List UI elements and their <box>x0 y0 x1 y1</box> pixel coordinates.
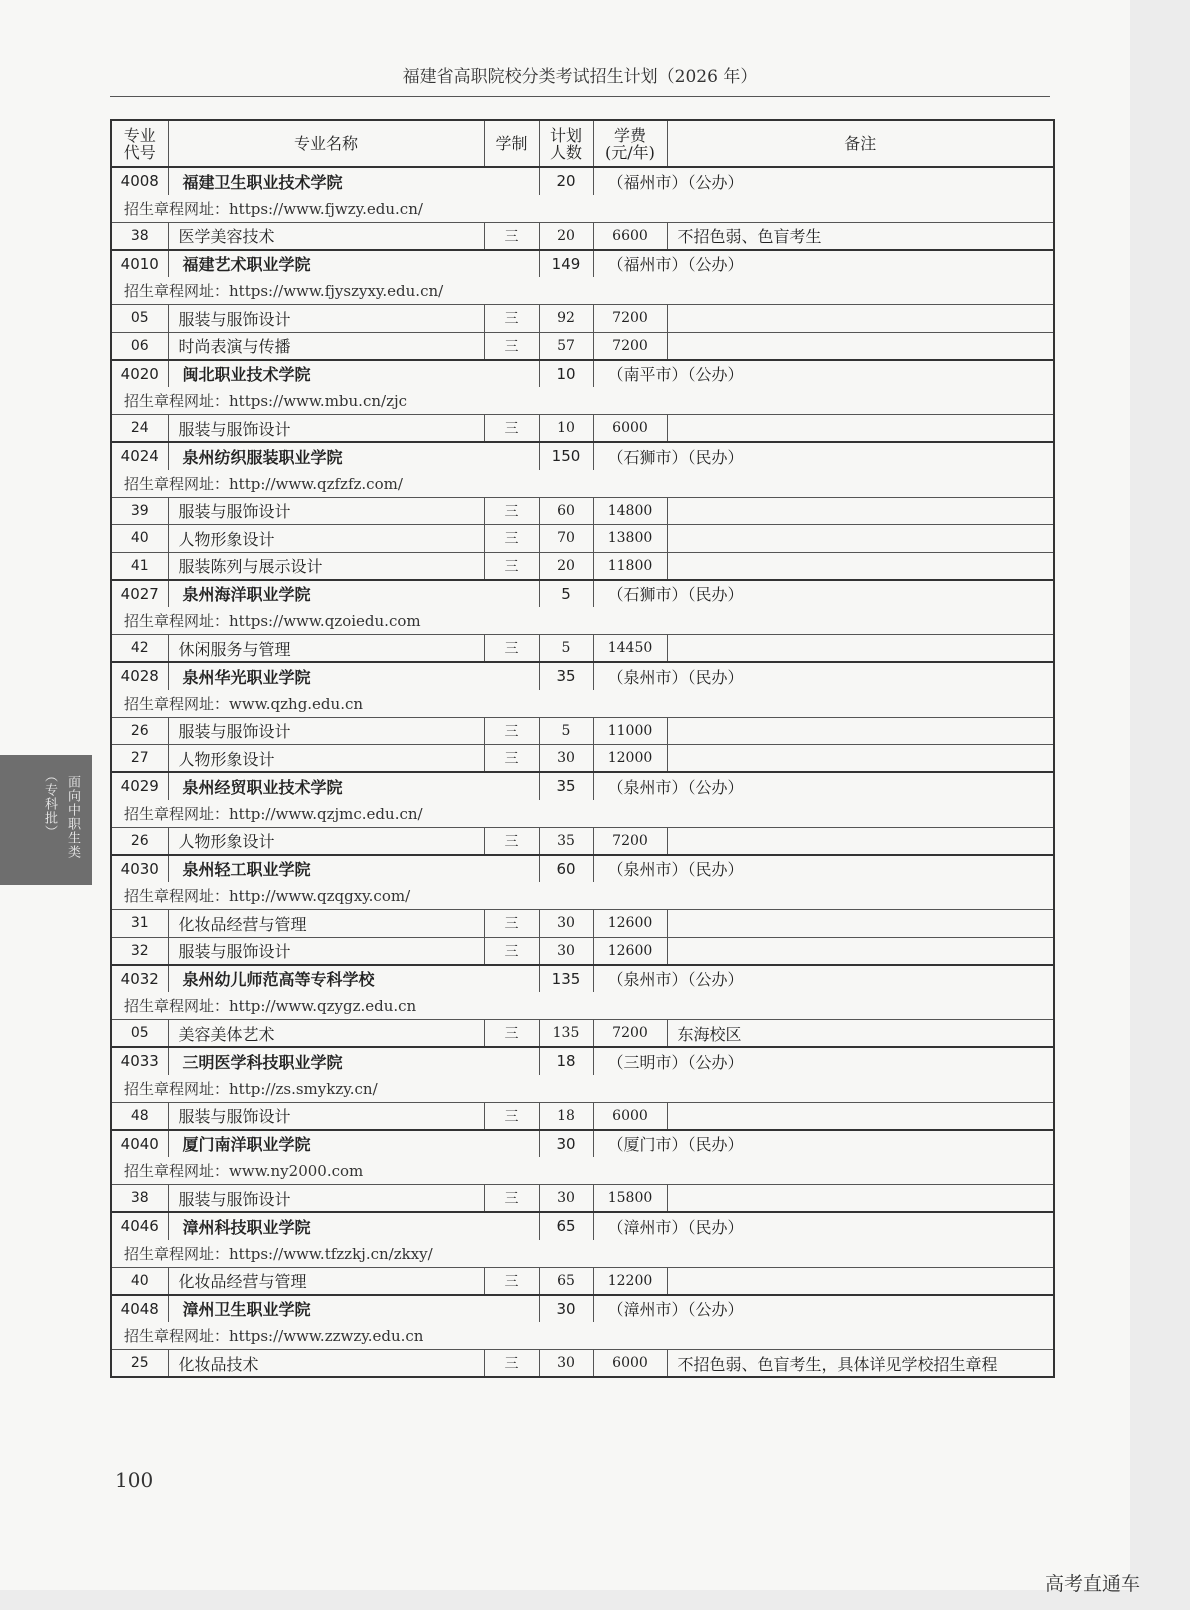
major-name: 时尚表演与传播 <box>168 332 484 360</box>
url-label: 招生章程网址： <box>124 1079 230 1098</box>
school-url-row <box>111 277 1054 305</box>
school-url-cell <box>111 690 1054 718</box>
major-note <box>667 552 1054 580</box>
school-name: 泉州华光职业学院 <box>168 662 539 690</box>
major-fee: 12200 <box>593 1267 667 1295</box>
major-row <box>111 745 1054 773</box>
major-row <box>111 1185 1054 1213</box>
major-fee: 7200 <box>593 332 667 360</box>
school-plan: 60 <box>539 855 593 883</box>
url-label: 招生章程网址： <box>124 612 230 630</box>
major-system: 三 <box>484 1350 539 1378</box>
school-url-row <box>111 992 1054 1020</box>
school-url: https://www.fjwzy.edu.cn/ <box>229 199 423 218</box>
major-code: 38 <box>111 1185 168 1213</box>
school-location: （泉州市）（民办） <box>593 855 1054 883</box>
school-name: 漳州卫生职业学院 <box>168 1295 539 1323</box>
school-url-cell <box>111 277 1054 305</box>
major-code: 05 <box>111 1020 168 1048</box>
school-name: 泉州轻工职业学院 <box>168 855 539 883</box>
major-name: 服装与服饰设计 <box>168 1185 484 1213</box>
major-plan: 60 <box>539 497 593 525</box>
school-url-row <box>111 607 1054 635</box>
school-row <box>111 1212 1054 1240</box>
major-plan: 5 <box>539 635 593 663</box>
major-plan: 35 <box>539 827 593 855</box>
major-plan: 30 <box>539 745 593 773</box>
school-url-cell <box>111 882 1054 910</box>
major-system: 三 <box>484 552 539 580</box>
major-plan: 30 <box>539 937 593 965</box>
school-code: 4030 <box>111 855 168 883</box>
major-code: 26 <box>111 717 168 745</box>
school-url-row <box>111 690 1054 718</box>
major-name: 服装与服饰设计 <box>168 1102 484 1130</box>
major-code: 26 <box>111 827 168 855</box>
major-name: 服装与服饰设计 <box>168 937 484 965</box>
major-system: 三 <box>484 717 539 745</box>
major-name: 服装与服饰设计 <box>168 305 484 333</box>
major-plan: 30 <box>539 910 593 938</box>
school-name: 福建艺术职业学院 <box>168 250 539 278</box>
major-code: 32 <box>111 937 168 965</box>
url-label: 招生章程网址： <box>124 997 230 1015</box>
header-fee: 学费 (元/年) <box>593 120 667 167</box>
major-name: 服装陈列与展示设计 <box>168 552 484 580</box>
major-note <box>667 827 1054 855</box>
school-url-row <box>111 1075 1054 1103</box>
school-row <box>111 1047 1054 1075</box>
major-row <box>111 827 1054 855</box>
url-label: 招生章程网址： <box>124 199 230 218</box>
major-note <box>667 525 1054 553</box>
url-label: 招生章程网址： <box>124 1244 230 1263</box>
major-row <box>111 1350 1054 1378</box>
major-row <box>111 1020 1054 1048</box>
school-name: 三明医学科技职业学院 <box>168 1047 539 1075</box>
side-section-tab <box>0 755 92 885</box>
major-plan: 70 <box>539 525 593 553</box>
major-row <box>111 1102 1054 1130</box>
major-fee: 6600 <box>593 222 667 250</box>
school-plan: 35 <box>539 772 593 800</box>
major-system: 三 <box>484 415 539 443</box>
school-location: （漳州市）（公办） <box>593 1295 1054 1323</box>
school-url: http://www.qzygz.edu.cn <box>229 997 417 1015</box>
major-note <box>667 717 1054 745</box>
school-url: https://www.qzoiedu.com <box>229 612 421 630</box>
major-note <box>667 635 1054 663</box>
major-system: 三 <box>484 525 539 553</box>
major-name: 服装与服饰设计 <box>168 497 484 525</box>
major-fee: 6000 <box>593 415 667 443</box>
school-location: （漳州市）（民办） <box>593 1212 1054 1240</box>
major-row <box>111 497 1054 525</box>
school-location: （南平市）（公办） <box>593 360 1054 388</box>
school-url-row <box>111 195 1054 223</box>
school-name: 福建卫生职业技术学院 <box>168 167 539 195</box>
major-code: 40 <box>111 525 168 553</box>
school-location: （福州市）（公办） <box>593 167 1054 195</box>
school-code: 4024 <box>111 442 168 470</box>
major-system: 三 <box>484 910 539 938</box>
school-row <box>111 855 1054 883</box>
school-url-row <box>111 1240 1054 1268</box>
major-system: 三 <box>484 222 539 250</box>
major-fee: 14800 <box>593 497 667 525</box>
major-note <box>667 415 1054 443</box>
school-row <box>111 662 1054 690</box>
header-rule <box>110 96 1050 97</box>
major-code: 48 <box>111 1102 168 1130</box>
header-name: 专业名称 <box>168 120 484 167</box>
url-label: 招生章程网址： <box>124 1327 230 1345</box>
side-tab-line1: 面向中职生类 <box>65 775 80 859</box>
school-code: 4010 <box>111 250 168 278</box>
major-note <box>667 745 1054 773</box>
school-code: 4008 <box>111 167 168 195</box>
major-system: 三 <box>484 937 539 965</box>
major-fee: 7200 <box>593 827 667 855</box>
major-row <box>111 305 1054 333</box>
major-fee: 12000 <box>593 745 667 773</box>
school-url: https://www.zzwzy.edu.cn <box>229 1327 424 1345</box>
url-label: 招生章程网址： <box>124 282 230 300</box>
school-plan: 10 <box>539 360 593 388</box>
major-name: 休闲服务与管理 <box>168 635 484 663</box>
major-code: 31 <box>111 910 168 938</box>
school-url: http://www.qzjmc.edu.cn/ <box>229 804 423 823</box>
school-location: （泉州市）（公办） <box>593 965 1054 993</box>
school-location: （厦门市）（民办） <box>593 1130 1054 1158</box>
major-fee: 12600 <box>593 937 667 965</box>
side-tab-line2: （专科批） <box>42 769 57 839</box>
school-url-cell <box>111 800 1054 828</box>
school-url: https://www.tfzzkj.cn/zkxy/ <box>229 1244 433 1263</box>
school-url-cell <box>111 470 1054 498</box>
major-name: 化妆品经营与管理 <box>168 910 484 938</box>
major-plan: 30 <box>539 1350 593 1378</box>
school-url-row <box>111 1322 1054 1350</box>
major-note: 不招色弱、色盲考生 <box>667 222 1054 250</box>
major-fee: 7200 <box>593 1020 667 1048</box>
major-plan: 135 <box>539 1020 593 1048</box>
school-code: 4029 <box>111 772 168 800</box>
major-name: 人物形象设计 <box>168 745 484 773</box>
url-label: 招生章程网址： <box>124 804 230 823</box>
school-row <box>111 442 1054 470</box>
school-code: 4033 <box>111 1047 168 1075</box>
major-row <box>111 635 1054 663</box>
major-note <box>667 332 1054 360</box>
school-plan: 35 <box>539 662 593 690</box>
page-header-title: 福建省高职院校分类考试招生计划（2026 年） <box>402 67 758 87</box>
major-plan: 57 <box>539 332 593 360</box>
major-fee: 14450 <box>593 635 667 663</box>
major-name: 美容美体艺术 <box>168 1020 484 1048</box>
major-system: 三 <box>484 1020 539 1048</box>
major-plan: 30 <box>539 1185 593 1213</box>
school-url-cell <box>111 1322 1054 1350</box>
school-name: 泉州纺织服装职业学院 <box>168 442 539 470</box>
school-url: https://www.fjyszyxy.edu.cn/ <box>229 282 444 300</box>
school-name: 闽北职业技术学院 <box>168 360 539 388</box>
school-row <box>111 772 1054 800</box>
table-body <box>111 167 1054 1377</box>
major-row <box>111 937 1054 965</box>
major-row <box>111 1267 1054 1295</box>
school-name: 泉州经贸职业技术学院 <box>168 772 539 800</box>
school-plan: 30 <box>539 1130 593 1158</box>
major-name: 化妆品技术 <box>168 1350 484 1378</box>
header-note: 备注 <box>667 120 1054 167</box>
major-fee: 11000 <box>593 717 667 745</box>
major-system: 三 <box>484 827 539 855</box>
major-row <box>111 910 1054 938</box>
major-plan: 92 <box>539 305 593 333</box>
school-name: 泉州幼儿师范高等专科学校 <box>168 965 539 993</box>
school-plan: 18 <box>539 1047 593 1075</box>
school-plan: 30 <box>539 1295 593 1323</box>
school-plan: 5 <box>539 580 593 608</box>
school-location: （福州市）（公办） <box>593 250 1054 278</box>
major-code: 40 <box>111 1267 168 1295</box>
major-row <box>111 222 1054 250</box>
major-fee: 7200 <box>593 305 667 333</box>
major-row <box>111 552 1054 580</box>
major-name: 人物形象设计 <box>168 827 484 855</box>
major-plan: 20 <box>539 552 593 580</box>
header-plan: 计划 人数 <box>539 120 593 167</box>
school-url-cell <box>111 992 1054 1020</box>
major-name: 化妆品经营与管理 <box>168 1267 484 1295</box>
school-plan: 150 <box>539 442 593 470</box>
major-code: 39 <box>111 497 168 525</box>
school-code: 4028 <box>111 662 168 690</box>
major-plan: 5 <box>539 717 593 745</box>
major-system: 三 <box>484 1102 539 1130</box>
watermark-text: 高考直通车 <box>1045 1573 1141 1595</box>
school-code: 4027 <box>111 580 168 608</box>
url-label: 招生章程网址： <box>124 694 230 713</box>
table-header-row <box>111 120 1054 167</box>
major-row <box>111 332 1054 360</box>
page-number: 100 <box>115 1468 154 1492</box>
school-url: www.ny2000.com <box>229 1162 364 1180</box>
school-name: 泉州海洋职业学院 <box>168 580 539 608</box>
school-url: https://www.mbu.cn/zjc <box>229 392 408 410</box>
major-code: 41 <box>111 552 168 580</box>
school-row <box>111 167 1054 195</box>
school-plan: 65 <box>539 1212 593 1240</box>
major-row <box>111 717 1054 745</box>
major-note <box>667 305 1054 333</box>
major-plan: 20 <box>539 222 593 250</box>
major-fee: 11800 <box>593 552 667 580</box>
school-code: 4020 <box>111 360 168 388</box>
school-plan: 20 <box>539 167 593 195</box>
header-code: 专业 代号 <box>111 120 168 167</box>
major-system: 三 <box>484 305 539 333</box>
school-code: 4046 <box>111 1212 168 1240</box>
school-location: （石狮市）（民办） <box>593 580 1054 608</box>
major-system: 三 <box>484 1185 539 1213</box>
school-row <box>111 1295 1054 1323</box>
major-fee: 13800 <box>593 525 667 553</box>
school-url: http://zs.smykzy.cn/ <box>229 1079 378 1098</box>
enrollment-plan-table <box>110 119 1055 1378</box>
school-row <box>111 250 1054 278</box>
major-note <box>667 497 1054 525</box>
major-note <box>667 1185 1054 1213</box>
url-label: 招生章程网址： <box>124 1162 230 1180</box>
school-url-cell <box>111 1157 1054 1185</box>
school-name: 厦门南洋职业学院 <box>168 1130 539 1158</box>
major-row <box>111 415 1054 443</box>
major-system: 三 <box>484 332 539 360</box>
major-code: 05 <box>111 305 168 333</box>
school-name: 漳州科技职业学院 <box>168 1212 539 1240</box>
major-plan: 18 <box>539 1102 593 1130</box>
school-code: 4032 <box>111 965 168 993</box>
school-url-row <box>111 882 1054 910</box>
major-system: 三 <box>484 745 539 773</box>
url-label: 招生章程网址： <box>124 392 230 410</box>
school-url-row <box>111 1157 1054 1185</box>
school-row <box>111 1130 1054 1158</box>
school-row <box>111 360 1054 388</box>
school-location: （泉州市）（公办） <box>593 772 1054 800</box>
school-row <box>111 965 1054 993</box>
school-location: （泉州市）（民办） <box>593 662 1054 690</box>
major-note <box>667 1102 1054 1130</box>
school-url-cell <box>111 607 1054 635</box>
header-system: 学制 <box>484 120 539 167</box>
school-url-row <box>111 387 1054 415</box>
school-url-cell <box>111 195 1054 223</box>
school-location: （石狮市）（民办） <box>593 442 1054 470</box>
url-label: 招生章程网址： <box>124 887 230 905</box>
school-url-cell <box>111 387 1054 415</box>
major-fee: 15800 <box>593 1185 667 1213</box>
major-note <box>667 1267 1054 1295</box>
major-plan: 10 <box>539 415 593 443</box>
major-system: 三 <box>484 497 539 525</box>
major-system: 三 <box>484 635 539 663</box>
school-plan: 135 <box>539 965 593 993</box>
major-name: 人物形象设计 <box>168 525 484 553</box>
school-url-row <box>111 800 1054 828</box>
major-system: 三 <box>484 1267 539 1295</box>
school-url: www.qzhg.edu.cn <box>229 694 364 713</box>
school-url-cell <box>111 1240 1054 1268</box>
school-url-row <box>111 470 1054 498</box>
major-code: 25 <box>111 1350 168 1378</box>
school-plan: 149 <box>539 250 593 278</box>
major-note: 不招色弱、色盲考生，具体详见学校招生章程 <box>667 1350 1054 1378</box>
major-note <box>667 910 1054 938</box>
major-note: 东海校区 <box>667 1020 1054 1048</box>
school-code: 4040 <box>111 1130 168 1158</box>
school-row <box>111 580 1054 608</box>
school-url: http://www.qzfzfz.com/ <box>229 474 403 493</box>
major-name: 医学美容技术 <box>168 222 484 250</box>
major-row <box>111 525 1054 553</box>
school-url: http://www.qzqgxy.com/ <box>229 887 411 905</box>
major-code: 06 <box>111 332 168 360</box>
school-url-cell <box>111 1075 1054 1103</box>
major-code: 24 <box>111 415 168 443</box>
major-name: 服装与服饰设计 <box>168 717 484 745</box>
major-name: 服装与服饰设计 <box>168 415 484 443</box>
major-code: 42 <box>111 635 168 663</box>
major-code: 38 <box>111 222 168 250</box>
school-location: （三明市）（公办） <box>593 1047 1054 1075</box>
major-note <box>667 937 1054 965</box>
major-plan: 65 <box>539 1267 593 1295</box>
major-fee: 12600 <box>593 910 667 938</box>
school-code: 4048 <box>111 1295 168 1323</box>
url-label: 招生章程网址： <box>124 474 230 493</box>
major-code: 27 <box>111 745 168 773</box>
major-fee: 6000 <box>593 1350 667 1378</box>
major-fee: 6000 <box>593 1102 667 1130</box>
